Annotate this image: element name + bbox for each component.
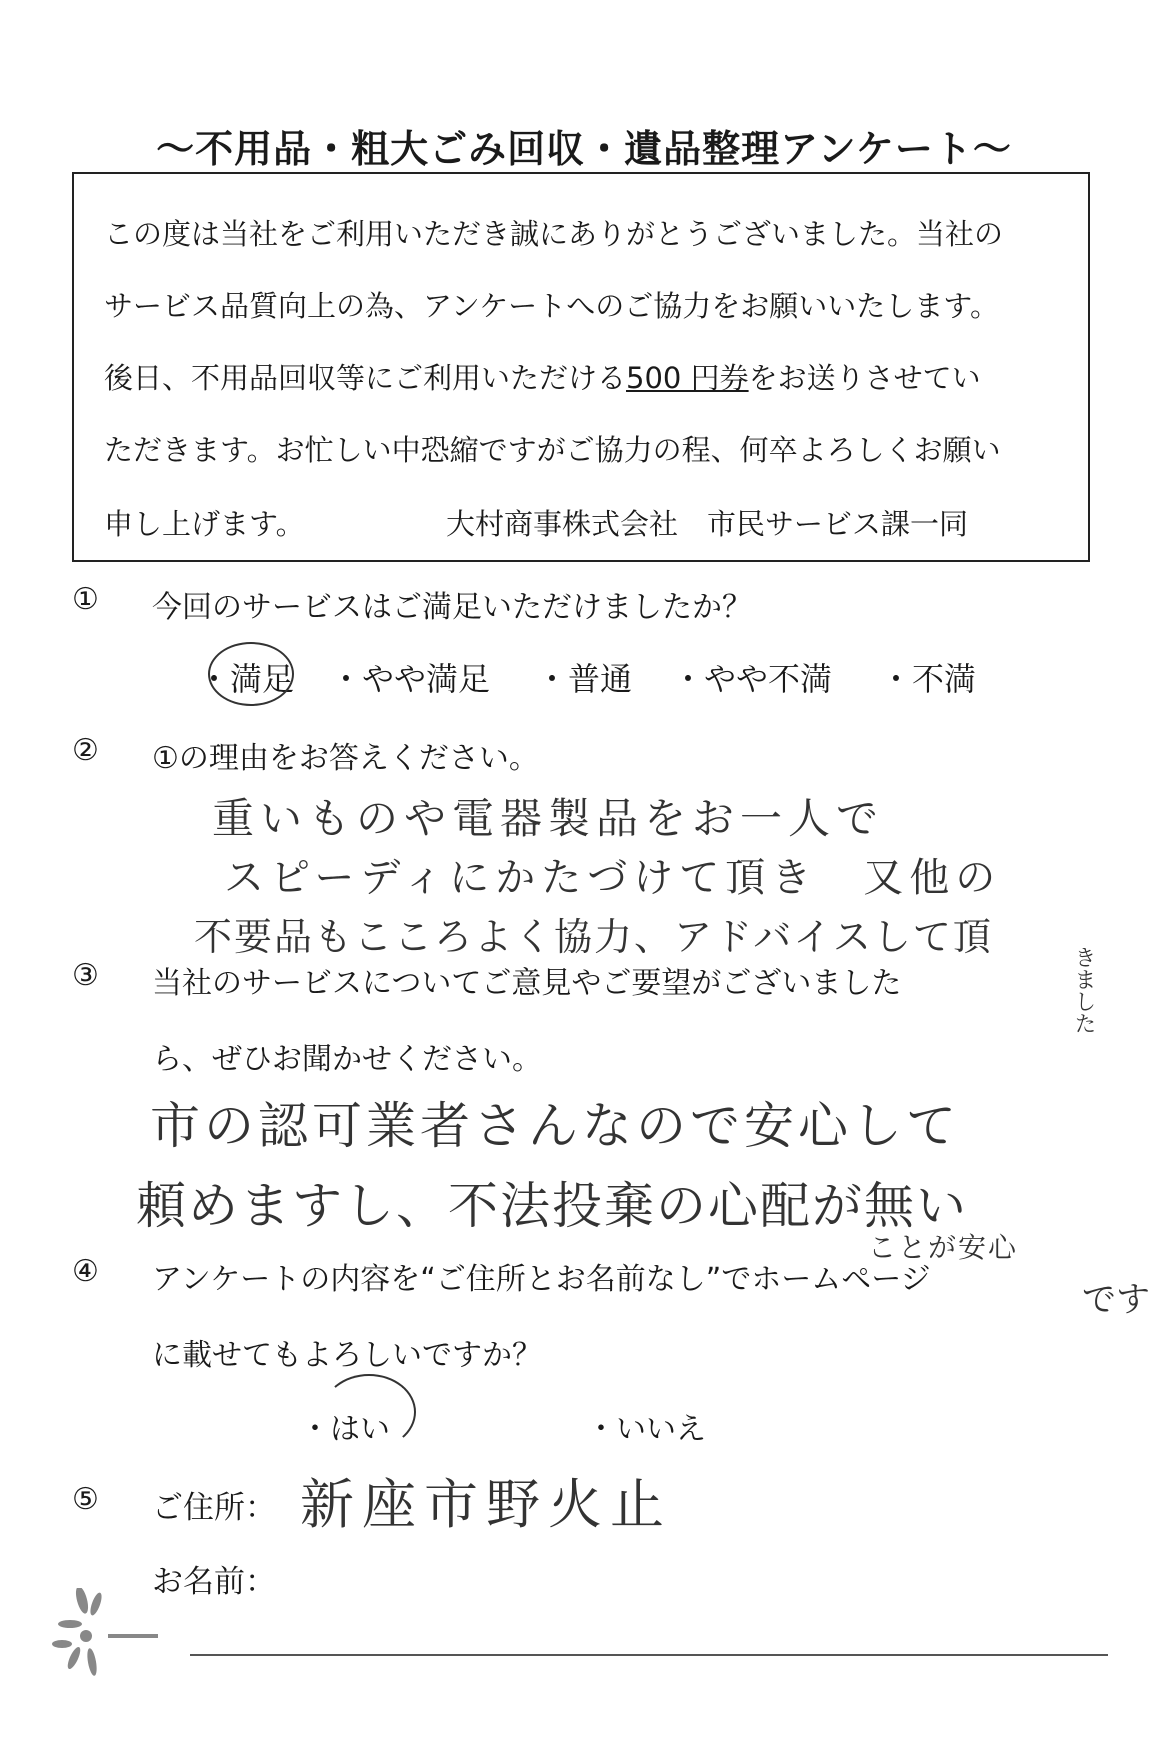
q1-option-satisfied[interactable]: ・満足	[198, 660, 295, 698]
address-value: 新座市野火止	[300, 1473, 672, 1536]
intro-line-4: ただきます。お忙しい中恐縮ですがご協力の程、何卒よろしくお願い	[104, 433, 1001, 467]
q1-option-somewhat-dissatisfied[interactable]: ・やや不満	[672, 660, 833, 698]
q3-question-line-1: 当社のサービスについてご意見やご要望がございました	[152, 966, 902, 1001]
q4-selected-circle	[322, 1374, 416, 1450]
survey-title: ～不用品・粗大ごみ回収・遺品整理アンケート～	[156, 127, 1012, 171]
flower-ornament	[52, 1588, 162, 1698]
intro-line-5: 申し上げます。	[104, 507, 305, 541]
intro-line-1: この度は当社をご利用いただき誠にありがとうございました。当社の	[104, 217, 1004, 251]
q3-answer-line-2: 頼めますし、不法投棄の心配が無い	[136, 1177, 968, 1235]
q1-question: 今回のサービスはご満足いただけましたか？	[152, 590, 752, 625]
q2-question: ①の理由をお答えください。	[152, 741, 539, 776]
q2-number: ②	[72, 733, 99, 768]
q4-option-no[interactable]: ・いいえ	[586, 1412, 706, 1447]
voucher-amount: 500 円券	[626, 361, 749, 395]
q3-answer-line-4: です	[1082, 1280, 1150, 1320]
q1-selected-circle	[208, 642, 294, 706]
q3-answer-line-3: ことが安心	[868, 1231, 1019, 1264]
q3-number: ③	[72, 958, 99, 993]
q5-number: ⑤	[72, 1482, 99, 1517]
q1-option-neutral[interactable]: ・普通	[536, 660, 633, 698]
company-signature: 大村商事株式会社 市民サービス課一同	[446, 507, 969, 541]
q4-option-yes[interactable]: ・はい	[300, 1412, 390, 1447]
q4-question-line-1: アンケートの内容を“ご住所とお名前なし”でホームページ	[152, 1262, 931, 1297]
name-underline	[190, 1654, 1108, 1656]
name-label: お名前：	[152, 1564, 276, 1600]
q2-answer-line-4: きました	[1071, 946, 1096, 1034]
q1-option-dissatisfied[interactable]: ・不満	[880, 660, 977, 698]
q3-question-line-2: ら、ぜひお聞かせください。	[152, 1042, 542, 1077]
intro-line-3-post: をお送りさせてい	[748, 361, 981, 395]
q2-answer-line-1: 重いものや電器製品をお一人で	[212, 794, 885, 843]
q4-number: ④	[72, 1254, 99, 1289]
q2-answer-line-3: 不要品もこころよく協力、アドバイスして頂	[194, 915, 993, 959]
q3-answer-line-1: 市の認可業者さんなので安心して	[150, 1097, 960, 1155]
intro-line-3	[104, 356, 981, 397]
q2-answer-line-2: スピーディにかたづけて頂き 又他の	[224, 855, 1002, 901]
intro-line-3-pre: 後日、不用品回収等にご利用いただける	[104, 361, 627, 395]
intro-line-2: サービス品質向上の為、アンケートへのご協力をお願いいたします。	[104, 289, 999, 323]
q1-option-somewhat-satisfied[interactable]: ・やや満足	[330, 660, 491, 698]
q4-question-line-2: に載せてもよろしいですか？	[152, 1338, 542, 1373]
q1-number: ①	[72, 582, 99, 617]
address-label: ご住所：	[152, 1490, 276, 1526]
